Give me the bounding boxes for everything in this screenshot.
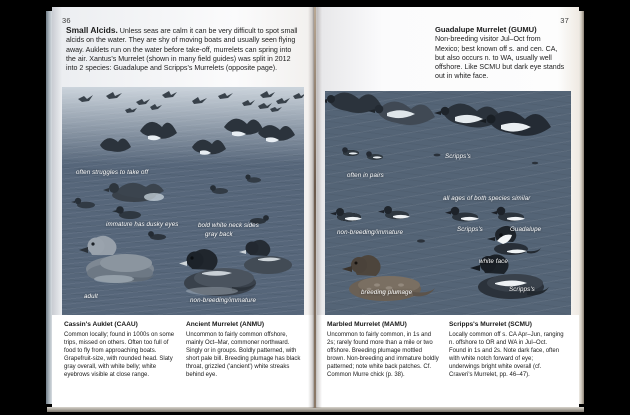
caption-body: Common locally; found in 1000s on some trips, missed on others. Often too full of food to fly from approaching boats. Grapefruit-size, with rounded head. Slaty gray overall, with white belly; white eyebrows visible at close range. xyxy=(64,331,175,378)
plate-label: often in pairs xyxy=(347,172,384,179)
book-left-page-edge xyxy=(46,11,52,404)
intro-body: Unless seas are calm it can be very difficult to spot small alcids on the water. They are shy of moving boats and usually seen flying away. Auklets run on the water before take-off, murrelets can spring into the air. Xantus's Murrelet (shown in many field guides) was split in 2012 into 2 species: Guadalupe and Scripps's Murrelets (opposite page). xyxy=(66,27,298,73)
book-right-page-edge xyxy=(579,11,584,404)
caption-title: Cassin's Auklet (CAAU) xyxy=(64,321,138,328)
caption-title: Scripps's Murrelet (SCMU) xyxy=(449,321,532,328)
right-page-caption-strip xyxy=(317,315,579,408)
plate-label: Scripps's xyxy=(509,286,535,293)
caption-body: Locally common off s. CA Apr–Jun, ranging n. offshore to OR and WA in Jul–Oct. Found in 1s and 2s. Note dark face, often with white notch forward of eye; underwings bright white overall (cf. Craveri's Murrelet, pp. 46–47). xyxy=(449,331,564,378)
plate-label: Scripps's xyxy=(445,153,471,160)
caption-body: Uncommon to fairly common, in 1s and 2s; rarely found more than a mile or two offshore. Breeding plumage mottled brown. Non-breeding and immature boldly patterned; note white back patches. Cf. Common Murre chick (p. 38). xyxy=(327,331,439,378)
plate-label: often struggles to take off xyxy=(76,169,149,176)
book-spine xyxy=(314,7,316,408)
plate-label: white face xyxy=(479,258,508,265)
intro-title: Small Alcids. xyxy=(66,25,118,35)
open-book xyxy=(52,7,579,408)
bird-shapes-left xyxy=(62,87,304,315)
left-page-caption-strip xyxy=(52,315,314,408)
caption-title: Marbled Murrelet (MAMU) xyxy=(327,321,407,328)
plate-label: all ages of both species similar xyxy=(443,195,531,202)
caption-title: Ancient Murrelet (ANMU) xyxy=(186,321,265,328)
plate-label: breeding plumage xyxy=(361,289,413,296)
caption-body: Uncommon to fairly common offshore, mainly Oct–Mar, commoner northward. Singly or in groups. Boldly patterned, with short pale bill. Breeding plumage has black throat, grizzled ('ancient') white streaks behind eye. xyxy=(186,331,301,378)
plate-label: gray back xyxy=(205,231,233,238)
right-page xyxy=(317,7,579,408)
species-header-title: Guadalupe Murrelet (GUMU) xyxy=(435,25,537,34)
caption-marbled-murrelet xyxy=(327,321,439,379)
plate-label: adult xyxy=(84,293,98,300)
plate-label: immature has dusky eyes xyxy=(106,221,179,228)
plate-label: bold white neck sides xyxy=(198,222,259,229)
guadalupe-murrelet-header xyxy=(435,25,565,82)
right-page-number: 37 xyxy=(560,16,569,25)
bird-shapes-right xyxy=(325,91,571,315)
plate-label: Guadalupe xyxy=(510,226,542,233)
species-header-body: Non-breeding visitor Jul–Oct from Mexico; best known off s. and cen. CA, but also occurs n. to WA, usually well offshore. Like SCMU but dark eye stands out in white face. xyxy=(435,35,565,81)
plate-label: non-breeding/immature xyxy=(190,297,257,304)
plate-label: non-breeding/immature xyxy=(337,229,404,236)
right-page-photo-plate xyxy=(325,91,571,315)
caption-ancient-murrelet xyxy=(186,321,302,379)
caption-cassins-auklet xyxy=(64,321,176,379)
left-page-number: 36 xyxy=(62,16,71,25)
left-page xyxy=(52,7,314,408)
plate-label: Scripps's xyxy=(457,226,483,233)
left-page-intro-paragraph xyxy=(66,26,300,73)
caption-scrippss-murrelet xyxy=(449,321,565,379)
left-page-photo-plate xyxy=(62,87,304,315)
